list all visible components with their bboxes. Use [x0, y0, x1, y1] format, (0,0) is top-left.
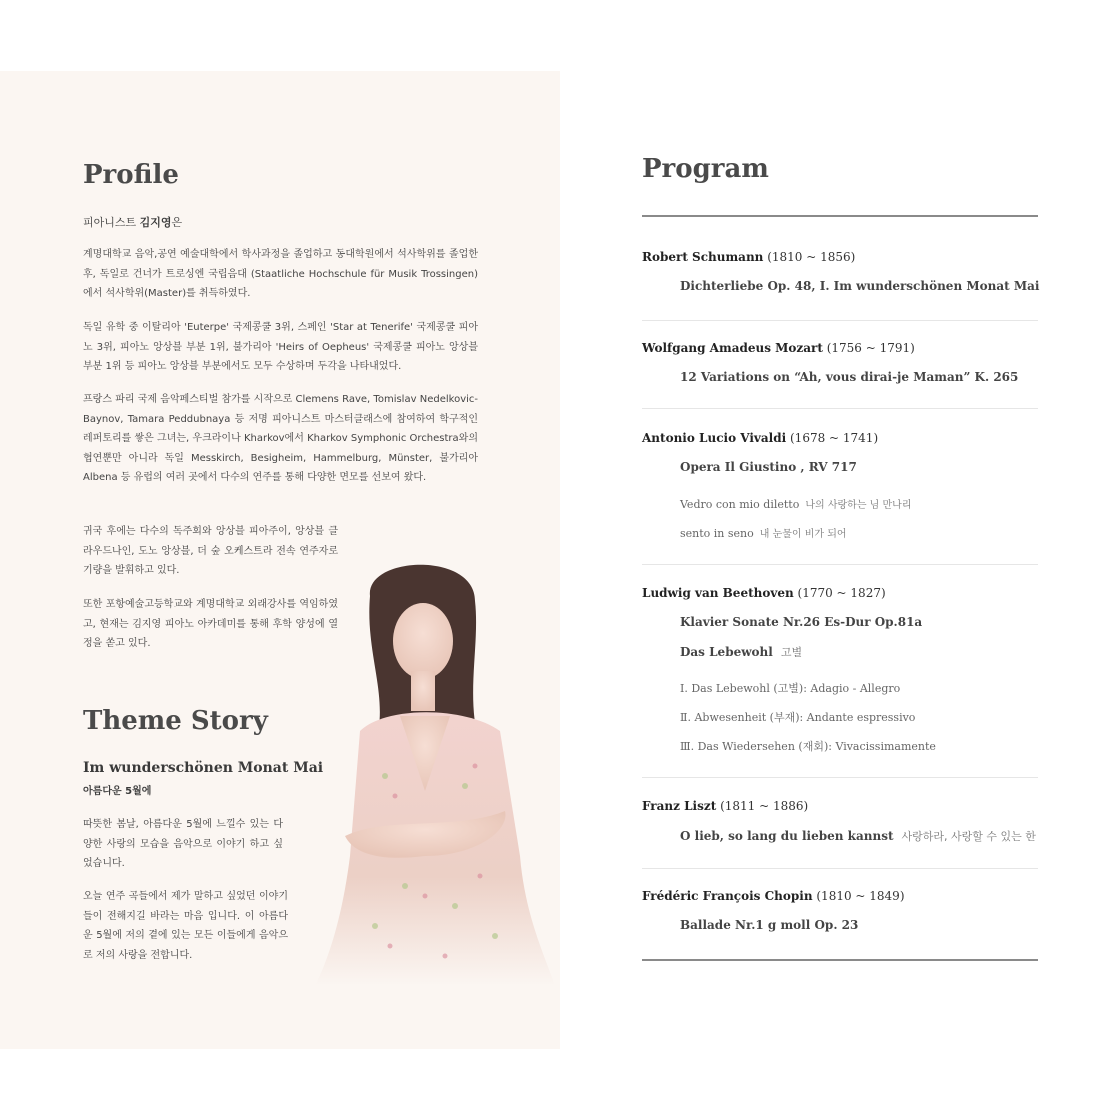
aria-korean: 나의 사랑하는 님 만나리 [805, 500, 912, 511]
composer-years: (1756 ~ 1791) [826, 341, 915, 355]
composer-name: Ludwig van Beethoven [642, 586, 794, 600]
composer-name: Antonio Lucio Vivaldi [642, 431, 787, 445]
composer-entry [642, 889, 905, 903]
theme-subtitle-korean: 아름다운 5월에 [83, 786, 152, 797]
profile-paragraph: 프랑스 파리 국제 음악페스티벌 참가를 시작으로 Clemens Rave, Tomislav Nedelkovic-Baynov, Tamara Peddubnaya 등 저명 피아니스트 마스터클래스에 참여하여 학구적인 레퍼토리를 쌓은 그녀는, 우크라이나 Kharkov에서 Kharkov Symphonic Orchestra와의 협연뿐만 아니라 독일 Messkirch, Besigheim, Hammelburg, Münster, 불가리아 Albena 등 유럽의 여러 곳에서 다수의 연주를 통해 다양한 면모를 선보여 왔다. [83, 394, 478, 483]
work-title: 12 Variations on “Ah, vous dirai-je Maman” K. 265 [680, 370, 1019, 384]
theme-story-title: Theme Story [83, 706, 268, 736]
movement-title: Ⅰ. Das Lebewohl (고별): Adagio - Allegro [680, 682, 901, 695]
composer-years: (1810 ~ 1849) [816, 889, 905, 903]
program-bottom-divider [642, 959, 1038, 961]
aria-title [680, 496, 912, 511]
aria-name: sento in seno [680, 527, 754, 540]
composer-entry [642, 250, 855, 264]
movement-title: Ⅱ. Abwesenheit (부재): Andante espressivo [680, 711, 916, 724]
profile-paragraph: 또한 포항예술고등학교와 계명대학교 외래강사를 역임하였고, 현재는 김지영 피아노 아카데미를 통해 후학 양성에 열정을 쏟고 있다. [83, 599, 338, 649]
composer-entry [642, 586, 886, 600]
composer-entry [642, 341, 915, 355]
section-divider [642, 320, 1038, 321]
aria-title [680, 525, 847, 540]
composer-name: Frédéric François Chopin [642, 889, 813, 903]
work-subtitle-name: Das Lebewohl [680, 645, 773, 659]
composer-years: (1810 ~ 1856) [767, 250, 856, 264]
pianist-name: 김지영 [139, 216, 172, 229]
aria-name: Vedro con mio diletto [680, 498, 800, 511]
composer-years: (1811 ~ 1886) [720, 799, 809, 813]
intro-suffix: 은 [171, 216, 183, 229]
aria-korean: 내 눈물이 비가 되어 [759, 529, 847, 540]
work-title: Klavier Sonate Nr.26 Es-Dur Op.81a [680, 615, 923, 629]
pianist-portrait [305, 556, 555, 986]
section-divider [642, 777, 1038, 778]
profile-intro [83, 214, 182, 230]
composer-name: Robert Schumann [642, 250, 764, 264]
profile-title: Profile [83, 160, 179, 190]
theme-subtitle: Im wunderschönen Monat Mai [83, 760, 324, 776]
profile-paragraph: 귀국 후에는 다수의 독주회와 앙상블 피아주이, 앙상블 클라우드나인, 도노 앙상블, 더 숲 오케스트라 전속 연주자로 기량을 발휘하고 있다. [83, 526, 338, 576]
movement-title: Ⅲ. Das Wiedersehen (재회): Vivacissimamente [680, 740, 936, 753]
program-top-divider [642, 215, 1038, 217]
section-divider [642, 564, 1038, 565]
profile-paragraph: 계명대학교 음악,공연 예술대학에서 학사과정을 졸업하고 동대학원에서 석사학위를 졸업한 후, 독일로 건너가 트로싱엔 국립음대 (Staatliche Hochschule für Musik Trossingen)에서 석사학위(Master)를 취득하였다. [83, 249, 478, 299]
program-title: Program [642, 154, 769, 184]
composer-entry [642, 799, 808, 813]
work-name: O lieb, so lang du lieben kannst [680, 829, 894, 843]
work-title [680, 828, 1036, 844]
work-title: Ballade Nr.1 g moll Op. 23 [680, 918, 859, 932]
work-subtitle-korean: 고별 [780, 646, 803, 659]
composer-entry [642, 431, 878, 445]
theme-paragraph: 오늘 연주 곡들에서 제가 말하고 싶었던 이야기들이 전해지길 바라는 마음 입니다. 이 아름다운 5월에 저의 곁에 있는 모든 이들에게 음악으로 저의 사랑을 전합니다. [83, 891, 288, 961]
work-title: Dichterliebe Op. 48, Ⅰ. Im wunderschönen Monat Mai [680, 279, 1040, 293]
work-korean: 사랑하라, 사랑할 수 있는 한 [901, 830, 1036, 843]
composer-years: (1770 ~ 1827) [797, 586, 886, 600]
intro-prefix: 피아니스트 [83, 216, 140, 229]
work-subtitle [680, 644, 802, 660]
section-divider [642, 868, 1038, 869]
profile-paragraph: 독일 유학 중 이탈리아 'Euterpe' 국제콩쿨 3위, 스페인 'Star at Tenerife' 국제콩쿨 피아노 3위, 피아노 앙상블 부분 1위, 불가리아 'Heirs of Oepheus' 국제콩쿨 피아노 앙상블 부분 1위 등 피아노 앙상블 부분에서도 모두 수상하며 두각을 나타내었다. [83, 322, 478, 372]
composer-name: Wolfgang Amadeus Mozart [642, 341, 823, 355]
theme-paragraph: 따뜻한 봄날, 아름다운 5월에 느낄수 있는 다양한 사랑의 모습을 음악으로 이야기 하고 싶었습니다. [83, 819, 283, 869]
composer-name: Franz Liszt [642, 799, 717, 813]
composer-years: (1678 ~ 1741) [790, 431, 879, 445]
work-title: Opera Il Giustino , RV 717 [680, 460, 857, 474]
section-divider [642, 408, 1038, 409]
